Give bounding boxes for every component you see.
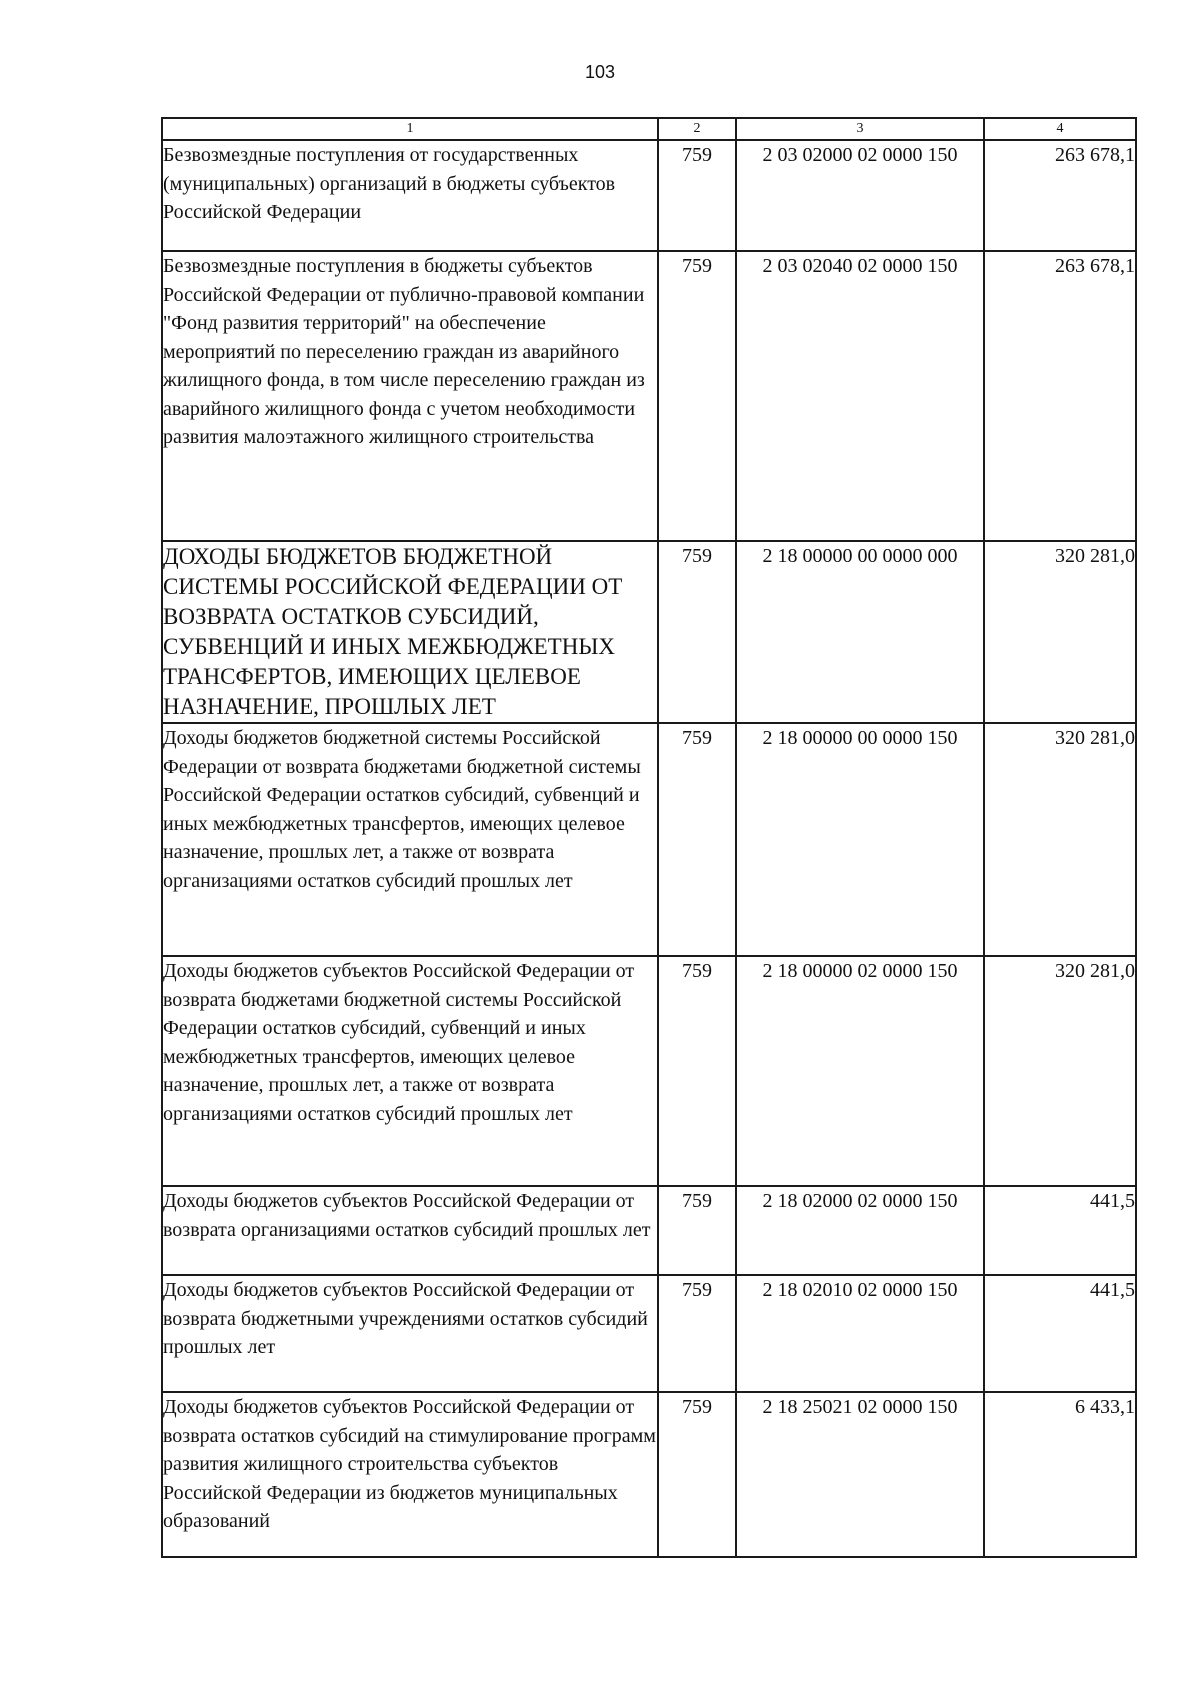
table-row: [162, 541, 1136, 723]
row-amount: 320 281,0: [984, 723, 1136, 956]
table-row: [162, 723, 1136, 956]
table-row: [162, 251, 1136, 541]
row-description: Доходы бюджетов бюджетной системы Российской Федерации от возврата бюджетами бюджетной системы Российской Федерации остатков субсидий, субвенций и иных межбюджетных трансфертов, имеющих целевое назначение, прошлых лет, а также от возврата организациями остатков субсидий прошлых лет: [162, 723, 658, 956]
row-revenue-code: 2 18 00000 02 0000 150: [736, 956, 984, 1186]
row-description: Безвозмездные поступления в бюджеты субъектов Российской Федерации от публично-правовой компании "Фонд развития территорий" на обеспечение мероприятий по переселению граждан из аварийного жилищного фонда, в том числе переселению граждан из аварийного жилищного фонда с учетом необходимости развития малоэтажного жилищного строительства: [162, 251, 658, 541]
row-admin-code: 759: [658, 1186, 736, 1275]
row-amount: 320 281,0: [984, 956, 1136, 1186]
row-description: Доходы бюджетов субъектов Российской Федерации от возврата остатков субсидий на стимулирование программ развития жилищного строительства субъектов Российской Федерации из бюджетов муниципальных образований: [162, 1392, 658, 1557]
row-admin-code: 759: [658, 723, 736, 956]
table-row: [162, 1392, 1136, 1557]
column-header-1: 1: [162, 118, 658, 140]
row-revenue-code: 2 18 02010 02 0000 150: [736, 1275, 984, 1392]
row-revenue-code: 2 18 00000 00 0000 150: [736, 723, 984, 956]
row-description: Доходы бюджетов субъектов Российской Федерации от возврата бюджетами бюджетной системы Российской Федерации остатков субсидий, субвенций и иных межбюджетных трансфертов, имеющих целевое назначение, прошлых лет, а также от возврата организациями остатков субсидий прошлых лет: [162, 956, 658, 1186]
column-header-2: 2: [658, 118, 736, 140]
row-amount: 263 678,1: [984, 251, 1136, 541]
table-header-row: [162, 118, 1136, 140]
page-number: 103: [584, 62, 616, 82]
row-amount: 441,5: [984, 1186, 1136, 1275]
row-admin-code: 759: [658, 251, 736, 541]
row-revenue-code: 2 18 02000 02 0000 150: [736, 1186, 984, 1275]
table-row: [162, 140, 1136, 251]
row-amount: 320 281,0: [984, 541, 1136, 723]
row-revenue-code: 2 03 02040 02 0000 150: [736, 251, 984, 541]
row-amount: 441,5: [984, 1275, 1136, 1392]
row-amount: 6 433,1: [984, 1392, 1136, 1557]
row-revenue-code: 2 18 25021 02 0000 150: [736, 1392, 984, 1557]
column-header-3: 3: [736, 118, 984, 140]
row-description: Доходы бюджетов субъектов Российской Федерации от возврата бюджетными учреждениями остатков субсидий прошлых лет: [162, 1275, 658, 1392]
row-revenue-code: 2 18 00000 00 0000 000: [736, 541, 984, 723]
table-row: [162, 1275, 1136, 1392]
row-admin-code: 759: [658, 140, 736, 251]
row-description: Безвозмездные поступления от государственных (муниципальных) организаций в бюджеты субъектов Российской Федерации: [162, 140, 658, 251]
row-revenue-code: 2 03 02000 02 0000 150: [736, 140, 984, 251]
row-admin-code: 759: [658, 541, 736, 723]
row-description: ДОХОДЫ БЮДЖЕТОВ БЮДЖЕТНОЙ СИСТЕМЫ РОССИЙСКОЙ ФЕДЕРАЦИИ ОТ ВОЗВРАТА ОСТАТКОВ СУБСИДИЙ, СУБВЕНЦИЙ И ИНЫХ МЕЖБЮДЖЕТНЫХ ТРАНСФЕРТОВ, ИМЕЮЩИХ ЦЕЛЕВОЕ НАЗНАЧЕНИЕ, ПРОШЛЫХ ЛЕТ: [162, 541, 658, 723]
row-admin-code: 759: [658, 1275, 736, 1392]
table-row: [162, 1186, 1136, 1275]
table-row: [162, 956, 1136, 1186]
row-admin-code: 759: [658, 956, 736, 1186]
revenue-table: [161, 117, 1137, 1558]
row-description: Доходы бюджетов субъектов Российской Федерации от возврата организациями остатков субсидий прошлых лет: [162, 1186, 658, 1275]
row-amount: 263 678,1: [984, 140, 1136, 251]
row-admin-code: 759: [658, 1392, 736, 1557]
column-header-4: 4: [984, 118, 1136, 140]
